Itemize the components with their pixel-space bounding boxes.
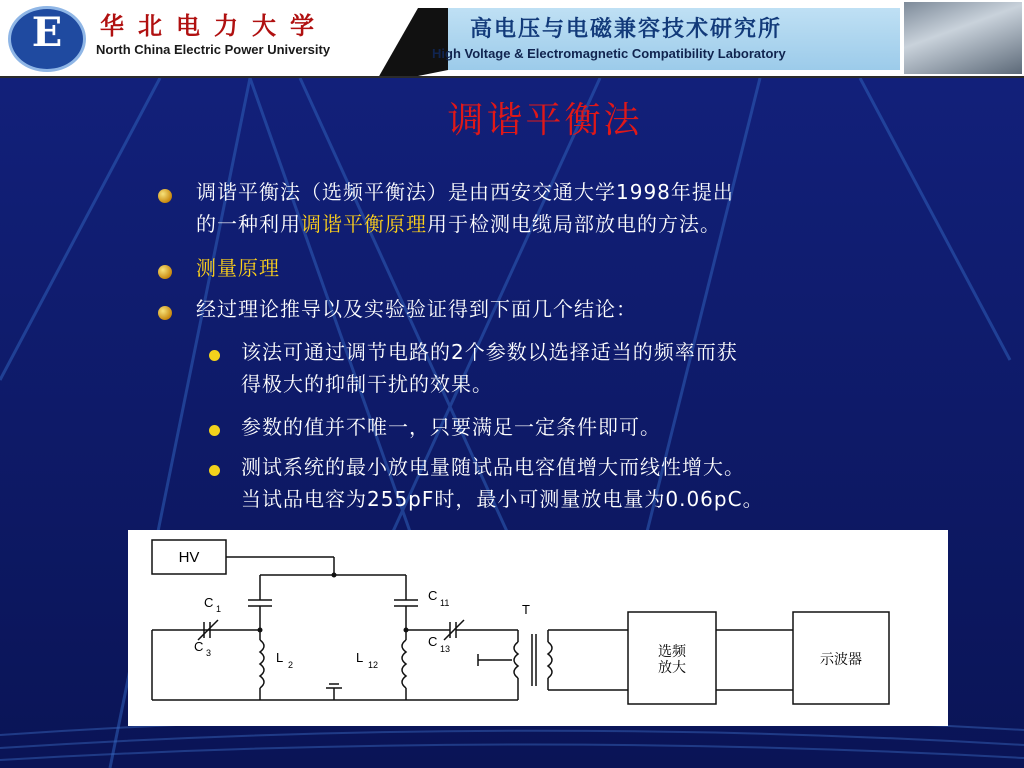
- logo-e-icon: E: [31, 9, 63, 56]
- c13-label: C: [428, 634, 438, 649]
- amplifier-label-line2: 放大: [658, 660, 686, 676]
- c1-label: C: [204, 595, 214, 610]
- svg-text:2: 2: [288, 660, 294, 670]
- svg-text:1: 1: [216, 604, 222, 614]
- lab-name-cn: 高电压与电磁兼容技术研究所: [470, 16, 783, 42]
- bullet-icon: [158, 306, 172, 320]
- oscilloscope-label: 示波器: [820, 652, 862, 668]
- circuit-diagram: [128, 530, 948, 726]
- sub-bullet-icon: [209, 350, 220, 361]
- sub-bullet-icon: [209, 465, 220, 476]
- sub-bullet-item: 测试系统的最小放电量随试品电容值增大而线性增大。 当试品电容为255pF时，最小可测量放电量为0.06pC。: [241, 455, 764, 511]
- hv-label: HV: [178, 549, 200, 566]
- lab-name-en: High Voltage & Electromagnetic Compatibility Laboratory: [432, 46, 786, 61]
- lightning-photo: [904, 2, 1022, 74]
- bullet-item: [196, 176, 936, 240]
- amplifier-label-line1: 选频: [658, 644, 686, 660]
- bullet-item-highlight: 测量原理: [196, 256, 280, 280]
- highlight-text: 调谐平衡原理: [301, 212, 427, 236]
- bullet-icon: [158, 265, 172, 279]
- slide-title: 调谐平衡法: [447, 100, 643, 141]
- svg-text:12: 12: [368, 660, 379, 670]
- svg-text:13: 13: [440, 644, 451, 654]
- bullet-text: 调谐平衡法（选频平衡法）是由西安交通大学1998年提出: [196, 180, 734, 204]
- bullet-text-line2: 的一种利用调谐平衡原理用于检测电缆局部放电的方法。: [196, 212, 721, 236]
- c3-label: C: [194, 639, 204, 654]
- svg-text:11: 11: [440, 598, 450, 608]
- header-divider: [0, 76, 1024, 78]
- l12-label: L: [356, 650, 364, 665]
- transformer-label: T: [522, 602, 530, 617]
- l2-label: L: [276, 650, 284, 665]
- header-banner: [0, 0, 1024, 78]
- header-swoosh: [358, 0, 448, 78]
- university-name-cn: 华北电力大学: [100, 11, 328, 40]
- sub-bullet-item: 参数的值并不唯一，只要满足一定条件即可。: [241, 415, 661, 439]
- sub-bullet-icon: [209, 425, 220, 436]
- svg-text:3: 3: [206, 648, 212, 658]
- university-logo: [8, 6, 86, 72]
- bullet-icon: [158, 189, 172, 203]
- c11-label: C: [428, 588, 438, 603]
- sub-bullet-item: 该法可通过调节电路的2个参数以选择适当的频率而获 得极大的抑制干扰的效果。: [241, 340, 738, 396]
- university-name-en: North China Electric Power University: [96, 42, 331, 57]
- bullet-item: 经过理论推导以及实验验证得到下面几个结论：: [196, 297, 637, 321]
